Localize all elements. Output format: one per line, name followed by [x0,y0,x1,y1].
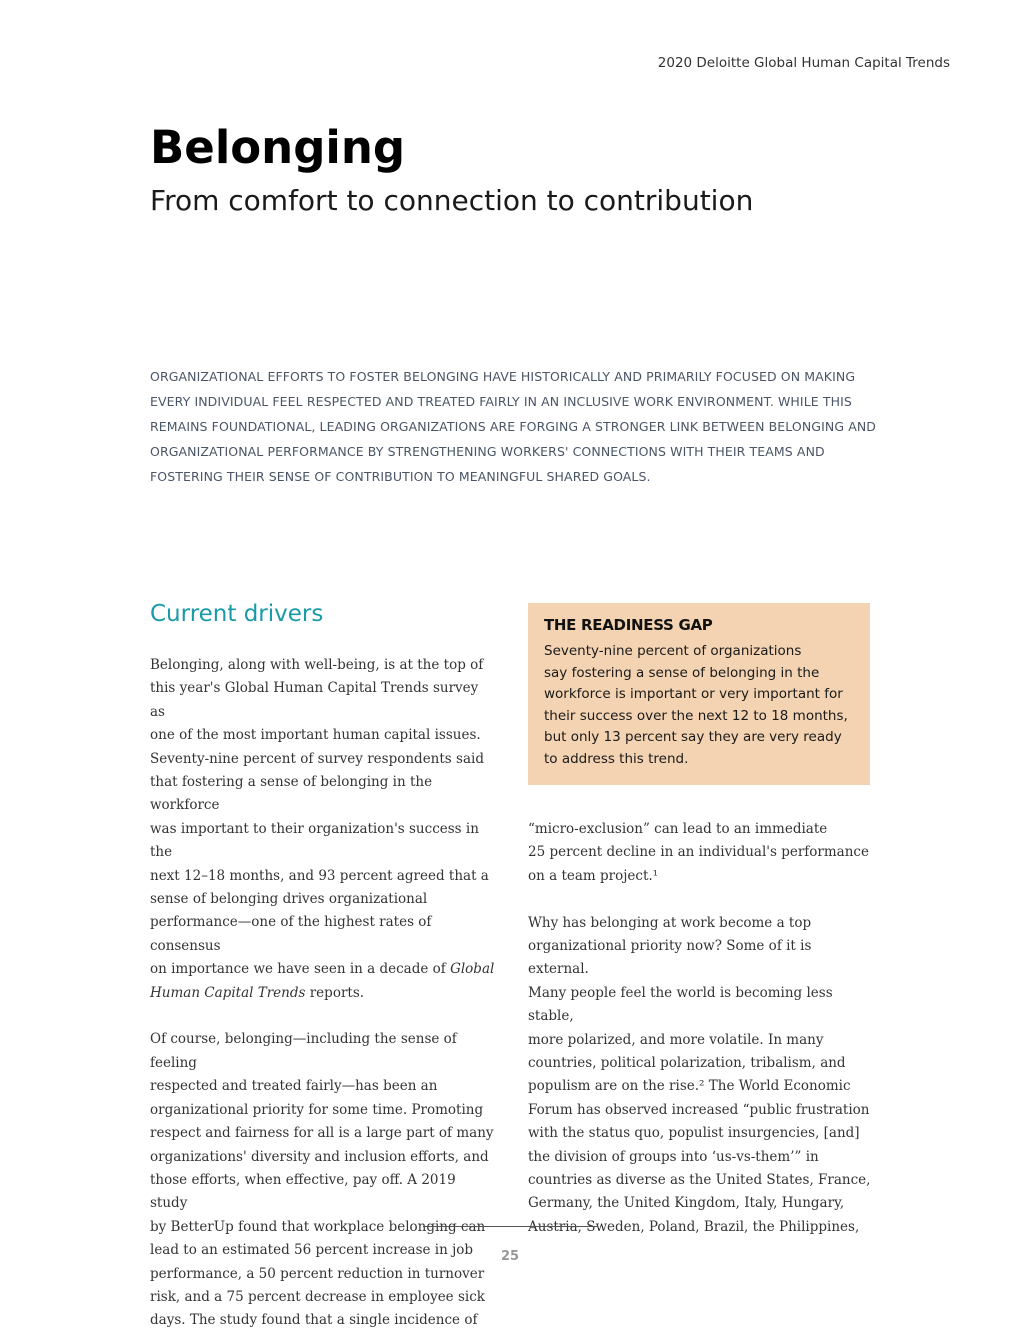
page-number: 25 [500,1249,520,1264]
body-paragraph [150,654,495,1005]
paragraph-spacer [528,888,873,911]
body-paragraph: “micro-exclusion” can lead to an immediate 25 percent decline in an individual's performance on a team project.¹ [528,821,869,884]
callout-body: Seventy-nine percent of organizations say fostering a sense of belonging in the workforce is important or very important for their success over the next 12 to 18 months, but only 13 percent say they are very ready to address this trend. [544,643,848,767]
paragraph-spacer [150,1005,495,1028]
body-paragraph: Of course, belonging—including the sense of feeling respected and treated fairly—has been an organizational priority for some time. Promoting respect and fairness for all is a large part of many organizations' diversity and inclusion efforts, and those efforts, when effective, pay off. A 2019 study by BetterUp found that workplace belonging can lead to an estimated 56 percent increase in job performance, a 50 percent reduction in turnover risk, and a 75 percent decrease in employee sick days. The study found that a single incidence of [150,1031,494,1329]
callout-title: THE READINESS GAP [544,616,713,634]
footer-divider [423,1226,597,1227]
running-header: 2020 Deloitte Global Human Capital Trends [657,55,950,71]
page-subtitle: From comfort to connection to contribution [150,184,754,217]
right-column [528,818,873,1239]
body-text: Belonging, along with well-being, is at the top of this year's Global Human Capital Trends survey as one of the most important human capital issues. Seventy-nine percent of survey respondents said that fostering a sense of belonging in the workforce was important to their organization's success in the next 12–18 months, and 93 percent agreed that a sense of belonging drives organizational performance—one of the highest rates of consensus on importance we have seen in a decade of [150,657,489,978]
intro-paragraph: ORGANIZATIONAL EFFORTS TO FOSTER BELONGING HAVE HISTORICALLY AND PRIMARILY FOCUSED ON MAKING EVERY INDIVIDUAL FEEL RESPECTED AND TREATED FAIRLY IN AN INCLUSIVE WORK ENVIRONMENT. WHILE THIS REMAINS FOUNDATIONAL, LEADING ORGANIZATIONS ARE FORGING A STRONGER LINK BETWEEN BELONGING AND ORGANIZATIONAL PERFORMANCE BY STRENGTHENING WORKERS' CONNECTIONS WITH THEIR TEAMS AND FOSTERING THEIR SENSE OF CONTRIBUTION TO MEANINGFUL SHARED GOALS. [150,369,877,484]
publication-title: Global Human Capital Trends [150,961,495,1001]
body-text: reports. [305,984,365,1001]
left-column [150,654,495,1333]
readiness-gap-callout [528,603,870,785]
body-paragraph: Why has belonging at work become a top organizational priority now? Some of it is external. Many people feel the world is becoming less stable, more polarized, and more volatile. In many countries, political polarization, tribalism, and populism are on the rise.² The World Economic Forum has observed increased “public frustration with the status quo, populist insurgencies, [and] the division of groups into ‘us-vs-them’” in countries as diverse as the United States, France, Germany, the United Kingdom, Italy, Hungary, Austria, Sweden, Poland, Brazil, the Philippines, [528,914,871,1235]
section-heading: Current drivers [150,601,324,627]
page-title: Belonging [150,121,406,174]
